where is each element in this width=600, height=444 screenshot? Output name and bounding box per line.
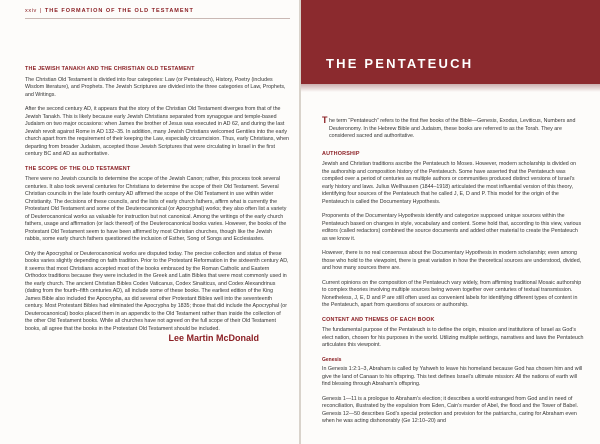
paragraph: The fundamental purpose of the Pentateuch is to define the origin, mission and institutions of Israel as God’s elect nation, chosen for his purposes in the world. Utilizing multiple settings, narratives and laws the Pentateuch articulates this viewpoint.	[322, 327, 584, 348]
running-title: THE FORMATION OF THE OLD TESTAMENT	[44, 8, 194, 14]
section-heading-tanakh: THE JEWISH TANAKH AND THE CHRISTIAN OLD TESTAMENT	[25, 66, 195, 72]
header-rule	[25, 18, 290, 19]
chapter-banner	[301, 0, 600, 84]
left-column	[25, 66, 289, 343]
drop-cap: T	[322, 115, 328, 125]
running-head-separator: |	[39, 8, 42, 14]
running-head	[25, 8, 194, 14]
paragraph: Current opinions on the composition of the Pentateuch vary widely, from affirming traditional Mosaic authorship to complex theories involving multiple sources being woven together over centuries of textual transmission. Nonetheless, J, E, D and P are still often used as convenient labels for identifying different types of content in the Pentateuch, apart from questions of sources or authorship.	[322, 279, 582, 308]
subheading-genesis: Genesis	[322, 356, 342, 363]
intro-text: he term “Pentateuch” refers to the first five books of the Bible—Genesis, Exodus, Leviticus, Numbers and Deuteronomy. In the Hebrew Bible and Judaism, these books are referred to as the Torah. They are considered sacred and authoritative.	[329, 118, 576, 139]
intro-paragraph	[322, 115, 584, 141]
left-page	[0, 0, 299, 444]
page-number: xxiv	[25, 8, 37, 14]
paragraph: Genesis 1—11 is a prologue to Abraham’s election; it describes a world estranged from God and in need of reconciliation, illustrated by the expulsion from Eden, Cain’s murder of Abel, the flood and the Tower of Babel. Genesis 12—50 describes God’s special protection and provision for the patriarchs, caring for Abraham even when he was acting dishonorably (Ge 12:10–20) and	[322, 395, 578, 424]
paragraph: In Genesis 1:2:1–3, Abraham is called by Yahweh to leave his homeland because God has chosen him and will give the land of Canaan to his offspring. This text defines Israel’s ultimate mission: All the nations of earth will find blessing through Abraham’s offspring.	[322, 366, 583, 387]
right-column	[322, 115, 584, 433]
paragraph: Only the Apocryphal or Deuterocanonical works are disputed today. The precise collection and status of these books varies slightly depending on faith tradition. Prior to the Protestant Reformation in the sixteenth century AD, it seems that most Christians accepted most of the books embraced by the Roman Catholic and Eastern Orthodox traditions because they were included in the Greek and Latin Bibles that were most commonly used in the early church. The ancient Christian Bibles Codex Vaticanus, Codex Sinaiticus, and Codex Alexandrinus (dating from the fourth–fifth centuries AD), all include some of these books. The earliest edition of the King James Bible also included the Apocrypha, as did several other Protestant Bibles well into the seventeenth century. Most Protestant Bibles had eliminated the Apocrypha by 1835; those that did include the Apocryphal (or Deuterocanonical) books placed them in an appendix to the Old Testament rather than inside the collection of the other Old Testament books. While all churches have not agreed on the full scope of their Old Testament books, all agree that the books in the Protestant Old Testament should be included.	[25, 250, 289, 332]
paragraph: The Christian Old Testament is divided into four categories: Law (or Pentateuch), History, Poetry (includes Wisdom literature), and Prophets. The Jewish Scriptures are divided into the three categories of Law, Prophets, and Writings.	[25, 76, 286, 98]
author-byline: Lee Martin McDonald	[168, 333, 259, 343]
section-heading-content: CONTENT AND THEMES OF EACH BOOK	[322, 316, 435, 323]
paragraph: Proponents of the Documentary Hypothesis identify and categorize supposed unique sources within the Pentateuch based on changes in style, vocabulary and content. Some hold that, according to this view, various editors (called redactors) combined the source documents and added other material to create the Pentateuch as we know it.	[322, 213, 582, 242]
section-heading-scope: THE SCOPE OF THE OLD TESTAMENT	[25, 165, 131, 172]
paragraph: Jewish and Christian traditions ascribe the Pentateuch to Moses. However, modern scholarship is divided on the authorship and composition history of the Pentateuch. Some have asserted that the Pentateuch was compiled over a period of centuries as multiple authors or communities produced distinct versions of Israel’s early history and laws. Julius Wellhausen (1844–1918) articulated the most influential version of this theory, identifying four sources of the Pentateuch that he called J, E, D and P. This model for the origin of the Pentateuch is called the Documentary Hypothesis.	[322, 161, 577, 205]
right-page	[301, 0, 600, 444]
paragraph: However, there is no real consensus about the Documentary Hypothesis in modern scholarship; even among those who hold to the viewpoint, there is great variation in how the theoretical sources are understood, divided, and how many sources there are.	[322, 250, 582, 271]
banner-shadow	[301, 84, 600, 92]
chapter-title: THE PENTATEUCH	[326, 56, 474, 71]
section-heading-authorship: AUTHORSHIP	[322, 150, 360, 157]
paragraph: There were no Jewish councils to determine the scope of the Jewish Canon; rather, this process took several centuries. It also took several centuries for Christians to determine the scope of their Old Testament. Several Christian councils in the late fourth century AD affirmed the scope of the Old Testament in use within wider Christianity. The decisions of these councils, and the lists of early church fathers, affirm what is currently the Protestant Old Testament and some of the Deuterocanonical (or Apocryphal) works; they also often list a variety of Deuterocanonical works as valuable for instruction but not canonical. Among the writings of the early church fathers, usage and affirmation (or lack thereof) of the Deuterocanonical books varies. However, the books of the Protestant Old Testament seem to have been affirmed by most Christian churches, though like the Jewish rabbis, some early church fathers questioned the inclusion of Esther, Song of Songs and Ecclesiastes.	[25, 176, 287, 242]
paragraph: After the second century AD, it appears that the story of the Christian Old Testament diverges from that of the Jewish Tanakh. This is likely because early Jewish Christians separated from synagogue and temple-based Judaism on two major occasions: when James the brother of Jesus was executed in AD 62, and during the last Jewish revolt against Rome in AD 132–35. In addition, many Jewish Christians welcomed Gentiles into the early church apart from the requirement of their keeping the Law, especially circumcision. Thus, early Christians, when departing from broader Judaism, accepted those Jewish Scriptures that were circulating in Israel in the first century BC and AD as authoritative.	[25, 106, 289, 157]
